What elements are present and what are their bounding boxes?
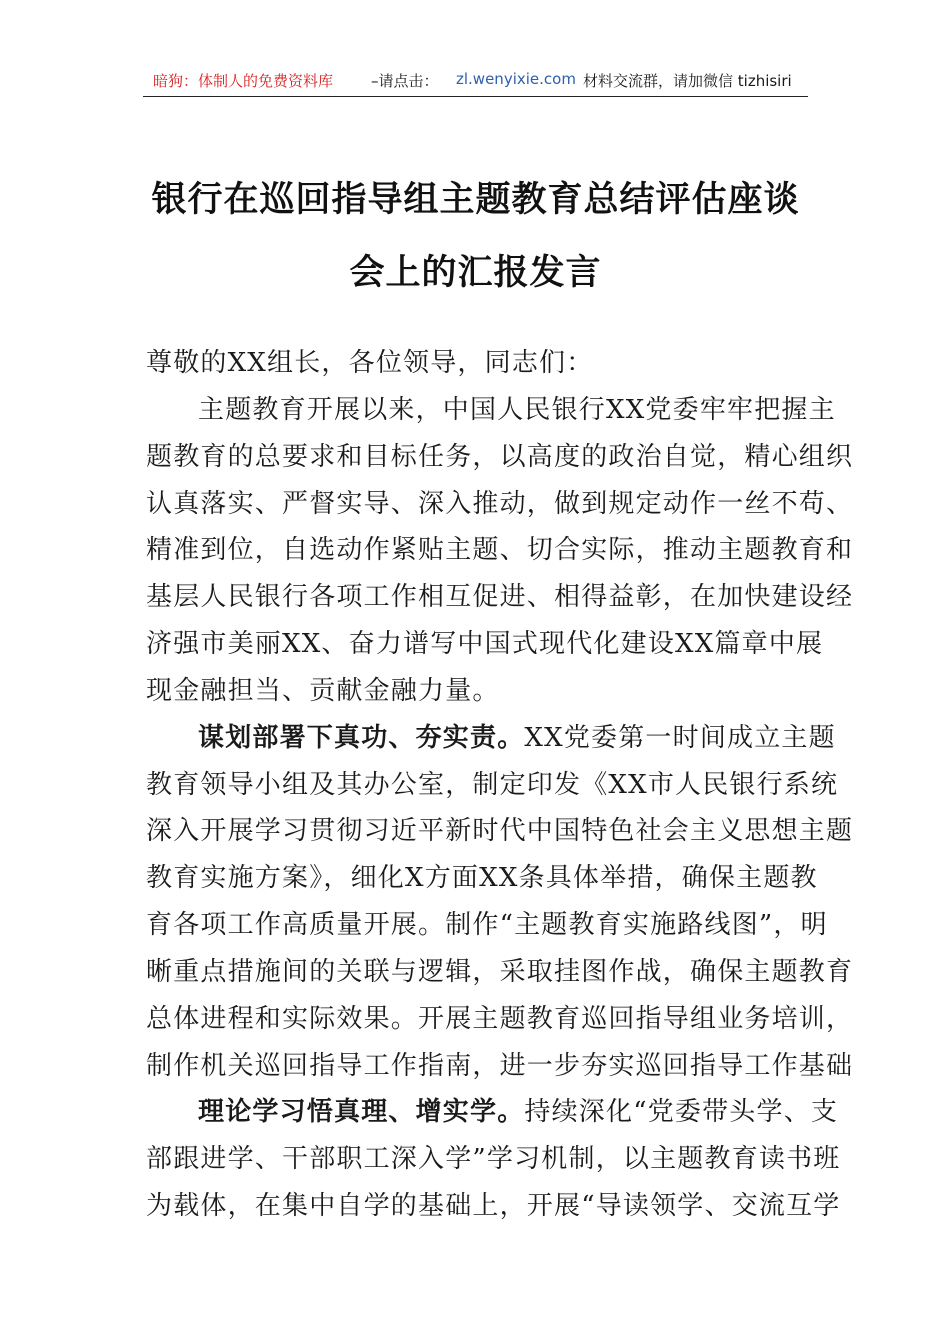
- paragraph-3-first-line: [198, 1091, 839, 1128]
- paragraph-1-line: 济强市美丽XX、奋力谱写中国式现代化建设XX篇章中展: [146, 629, 824, 659]
- paragraph-2-heading: 谋划部署下真功、夯实责。: [198, 723, 525, 753]
- paragraph-1-line: 题教育的总要求和目标任务，以高度的政治自觉，精心组织: [146, 442, 854, 472]
- header-wechat-note: 材料交流群，请加微信 tizhisiri: [583, 72, 792, 90]
- paragraph-1-line: 主题教育开展以来，中国人民银行XX党委牢牢把握主: [198, 395, 836, 425]
- page-header: [143, 62, 808, 97]
- greeting: 尊敬的XX组长，各位领导，同志们：: [146, 348, 594, 378]
- paragraph-3-text: 持续深化“党委带头学、支: [524, 1097, 839, 1127]
- paragraph-2-line: 教育实施方案》，细化X方面XX条具体举措，确保主题教: [146, 863, 818, 893]
- paragraph-3-heading: 理论学习悟真理、增实学。: [198, 1097, 525, 1127]
- paragraph-2-first-line: [198, 717, 836, 754]
- header-click-prompt: –请点击：: [371, 72, 439, 90]
- paragraph-1-line: 精准到位，自选动作紧贴主题、切合实际，推动主题教育和: [146, 535, 854, 565]
- paragraph-2-line: 育各项工作高质量开展。制作“主题教育实施路线图”，明: [146, 910, 828, 940]
- paragraph-2-line: 制作机关巡回指导工作指南，进一步夯实巡回指导工作基础: [146, 1051, 854, 1081]
- paragraph-2-line: 教育领导小组及其办公室，制定印发《XX市人民银行系统: [146, 770, 839, 800]
- header-link[interactable]: zl.wenyixie.com: [456, 70, 576, 88]
- paragraph-1-line: 现金融担当、贡献金融力量。: [146, 676, 500, 706]
- paragraph-2-line: 晰重点措施间的关联与逻辑，采取挂图作战，确保主题教育: [146, 957, 854, 987]
- paragraph-2-line: 深入开展学习贯彻习近平新时代中国特色社会主义思想主题: [146, 816, 854, 846]
- document-title-line-2: 会上的汇报发言: [349, 252, 602, 293]
- document-title-line-1: 银行在巡回指导组主题教育总结评估座谈: [151, 179, 800, 220]
- header-site-name: 暗狗：体制人的免费资料库: [153, 72, 334, 90]
- paragraph-1-line: 基层人民银行各项工作相互促进、相得益彰，在加快建设经: [146, 582, 854, 612]
- paragraph-1-line: 认真落实、严督实导、深入推动，做到规定动作一丝不苟、: [146, 489, 854, 519]
- paragraph-3-line: 部跟进学、干部职工深入学”学习机制，以主题教育读书班: [146, 1144, 841, 1174]
- paragraph-3-line: 为载体，在集中自学的基础上，开展“导读领学、交流互学: [146, 1191, 841, 1221]
- paragraph-2-line: 总体进程和实际效果。开展主题教育巡回指导组业务培训，: [146, 1004, 854, 1034]
- paragraph-2-text: XX党委第一时间成立主题: [524, 723, 836, 753]
